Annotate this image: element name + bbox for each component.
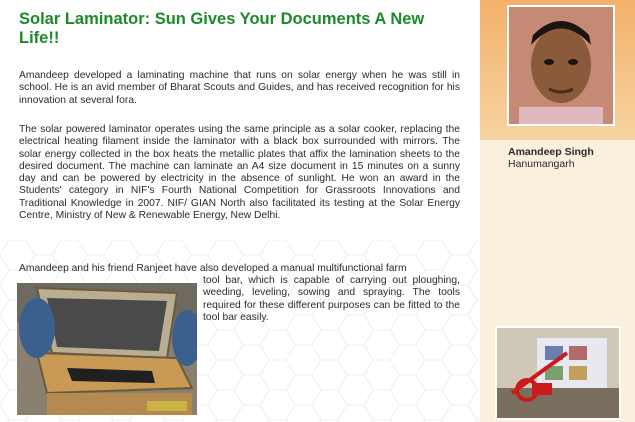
farm-toolbar-photo (495, 326, 621, 420)
innovator-portrait (507, 5, 615, 126)
paragraph-toolbar-wrap: tool bar, which is capable of carrying out ploughing, weeding, leveling, sowing and spraying. The tools required for these different purposes can be fitted to the tool bar easily. (203, 275, 460, 323)
innovator-name: Amandeep Singh (508, 146, 594, 158)
paragraph-intro: Amandeep developed a laminating machine that runs on solar energy when he was still in school. He is an avid member of Bharat Scouts and Guides, and has received recognition for his innovation at several fora. (19, 70, 460, 106)
paragraph-toolbar-lead: Amandeep and his friend Ranjeet have also developed a manual multifunctional farm (19, 263, 407, 274)
innovator-location: Hanumangarh (508, 158, 575, 170)
paragraph-operation: The solar powered laminator operates using the same principle as a solar cooker, replacing the electrical heating filament inside the laminator with a black box surrounded with mirrors. The solar energy collected in the box heats the metallic plates that affix the lamination sheets to the desired document. The machine can laminate an A4 size document in 15 minutes on a sunny day and can be powered by electricity in the absence of sunlight. He won an award in the Students' category in NIF's Fourth National Competition for Grassroots Innovations and Traditional Knowledge in 2007. NIF/ GIAN North also facilitated its testing at the Solar Energy Centre, Ministry of New & Renewable Energy, New Delhi. (19, 124, 460, 222)
article-title: Solar Laminator: Sun Gives Your Documents A New Life!! (19, 10, 425, 47)
solar-laminator-photo (17, 283, 197, 415)
profile-sidebar (480, 0, 635, 422)
